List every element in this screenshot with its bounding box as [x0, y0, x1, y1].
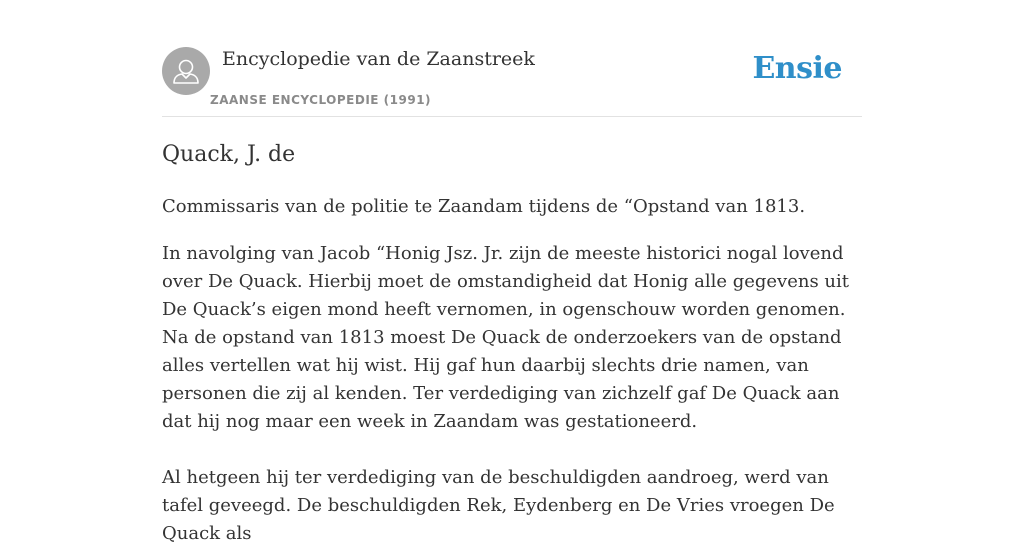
- source-header: [162, 46, 862, 117]
- entry-paragraph-lead: Commissaris van de politie te Zaandam tijdens de “Opstand van 1813.: [162, 196, 806, 217]
- avatar[interactable]: [162, 47, 210, 95]
- page: [162, 0, 862, 548]
- source-title[interactable]: Encyclopedie van de Zaanstreek: [222, 48, 535, 70]
- entry-title: Quack, J. de: [162, 142, 296, 167]
- user-silhouette-icon: [162, 47, 210, 95]
- entry-paragraph: In navolging van Jacob “Honig Jsz. Jr. zijn de meeste historici nogal lovend over De Quack. Hierbij moet de omstandigheid dat Honig alle gegevens uit De Quack’s eigen mond heeft vernomen, in ogenschouw worden genomen. Na de opstand van 1813 moest De Quack de onderzoekers van de opstand alles vertellen wat hij wist. Hij gaf hun daarbij slechts drie namen, van personen die zij al kenden. Ter verdediging van zichzelf gaf De Quack aan dat hij nog maar een week in Zaandam was gestationeerd.: [162, 243, 850, 432]
- ensie-logo[interactable]: Ensie: [752, 51, 842, 86]
- entry-paragraph: Al hetgeen hij ter verdediging van de beschuldigden aandroeg, werd van tafel geveegd. De beschuldigden Rek, Eydenberg en De Vries vroegen De Quack als: [162, 467, 835, 544]
- entry-body: [162, 193, 862, 548]
- source-subtitle: ZAANSE ENCYCLOPEDIE (1991): [210, 93, 432, 107]
